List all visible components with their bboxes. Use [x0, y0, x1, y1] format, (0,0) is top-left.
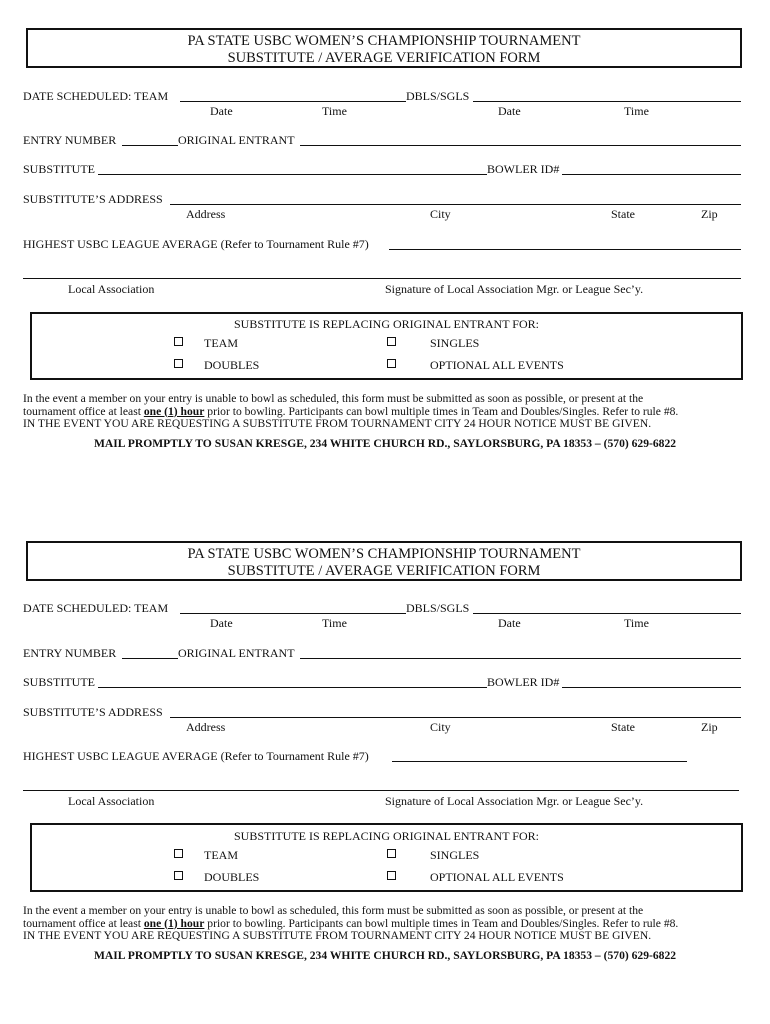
- instructions-paragraph: [23, 393, 753, 431]
- all-events-option-label: OPTIONAL ALL EVENTS: [430, 870, 564, 884]
- all-events-option-label: OPTIONAL ALL EVENTS: [430, 358, 564, 372]
- original-entrant-label: ORIGINAL ENTRANT: [178, 133, 295, 147]
- substitute-address-label: SUBSTITUTE’S ADDRESS: [23, 192, 163, 206]
- substitute-address-field[interactable]: [170, 717, 741, 718]
- substitute-address-field[interactable]: [170, 204, 741, 205]
- dbls-sgls-label: DBLS/SGLS: [406, 601, 470, 615]
- local-association-sublabel: Local Association: [68, 794, 155, 808]
- city-sublabel: City: [430, 720, 451, 734]
- form-title: PA STATE USBC WOMEN’S CHAMPIONSHIP TOURNAMENT: [187, 33, 581, 49]
- team-date-sublabel: Date: [210, 616, 233, 630]
- city-sublabel: City: [430, 207, 451, 221]
- local-association-signature-field[interactable]: [23, 278, 741, 279]
- state-sublabel: State: [611, 207, 635, 221]
- instructions-line-3: IN THE EVENT YOU ARE REQUESTING A SUBSTITUTE FROM TOURNAMENT CITY 24 HOUR NOTICE MUST BE GIVEN.: [23, 417, 652, 430]
- entry-number-field[interactable]: [122, 658, 178, 659]
- bowler-id-label: BOWLER ID#: [487, 675, 560, 689]
- form-title: PA STATE USBC WOMEN’S CHAMPIONSHIP TOURNAMENT: [187, 546, 581, 562]
- one-hour-emphasis: one (1) hour: [143, 404, 205, 418]
- dbls-date-sublabel: Date: [498, 616, 521, 630]
- singles-option-label: SINGLES: [430, 848, 480, 862]
- entry-number-field[interactable]: [122, 145, 178, 146]
- mail-address-line: MAIL PROMPTLY TO SUSAN KRESGE, 234 WHITE CHURCH RD., SAYLORSBURG, PA 18353 – (570) 629-6822: [93, 437, 677, 450]
- instructions-line-1: In the event a member on your entry is unable to bowl as scheduled, this form must be submitted as soon as possible, or present at the: [23, 392, 644, 405]
- replacing-header: SUBSTITUTE IS REPLACING ORIGINAL ENTRANT FOR:: [233, 829, 539, 843]
- form-subtitle: SUBSTITUTE / AVERAGE VERIFICATION FORM: [227, 563, 541, 579]
- entry-number-label: ENTRY NUMBER: [23, 133, 117, 147]
- state-sublabel: State: [611, 720, 635, 734]
- local-association-sublabel: Local Association: [68, 282, 155, 296]
- dbls-sgls-label: DBLS/SGLS: [406, 89, 470, 103]
- verification-form-2: [0, 512, 770, 1024]
- bowler-id-field[interactable]: [562, 687, 741, 688]
- zip-sublabel: Zip: [701, 720, 718, 734]
- substitute-field[interactable]: [98, 687, 487, 688]
- substitute-address-label: SUBSTITUTE’S ADDRESS: [23, 705, 163, 719]
- signature-sublabel: Signature of Local Association Mgr. or League Sec’y.: [385, 794, 644, 808]
- original-entrant-label: ORIGINAL ENTRANT: [178, 646, 295, 660]
- replacing-header: SUBSTITUTE IS REPLACING ORIGINAL ENTRANT FOR:: [233, 317, 539, 331]
- doubles-option-label: DOUBLES: [204, 870, 260, 884]
- dbls-sgls-date-time-field[interactable]: [473, 613, 741, 614]
- instructions-line-3: IN THE EVENT YOU ARE REQUESTING A SUBSTITUTE FROM TOURNAMENT CITY 24 HOUR NOTICE MUST BE GIVEN.: [23, 929, 652, 942]
- substitute-label: SUBSTITUTE: [23, 675, 95, 689]
- team-time-sublabel: Time: [322, 616, 347, 630]
- dbls-date-sublabel: Date: [498, 104, 521, 118]
- mail-address-line: MAIL PROMPTLY TO SUSAN KRESGE, 234 WHITE CHURCH RD., SAYLORSBURG, PA 18353 – (570) 629-6822: [93, 949, 677, 962]
- date-scheduled-team-label: DATE SCHEDULED: TEAM: [23, 89, 169, 103]
- singles-checkbox[interactable]: [387, 849, 396, 858]
- instructions-line-2: tournament office at least one (1) hour prior to bowling. Participants can bowl multiple times in Team and Doubles/Singles. Refer to rule #8.: [23, 404, 679, 418]
- bowler-id-field[interactable]: [562, 174, 741, 175]
- dbls-sgls-date-time-field[interactable]: [473, 101, 741, 102]
- one-hour-emphasis: one (1) hour: [143, 916, 205, 930]
- date-scheduled-team-label: DATE SCHEDULED: TEAM: [23, 601, 169, 615]
- address-sublabel: Address: [186, 207, 226, 221]
- doubles-checkbox[interactable]: [174, 359, 183, 368]
- form-title-box: [26, 28, 742, 68]
- form-subtitle: SUBSTITUTE / AVERAGE VERIFICATION FORM: [227, 50, 541, 66]
- all-events-checkbox[interactable]: [387, 359, 396, 368]
- team-option-label: TEAM: [204, 336, 238, 350]
- singles-checkbox[interactable]: [387, 337, 396, 346]
- address-sublabel: Address: [186, 720, 226, 734]
- original-entrant-field[interactable]: [300, 658, 741, 659]
- team-date-time-field[interactable]: [180, 101, 406, 102]
- team-time-sublabel: Time: [322, 104, 347, 118]
- doubles-option-label: DOUBLES: [204, 358, 260, 372]
- dbls-time-sublabel: Time: [624, 104, 649, 118]
- singles-option-label: SINGLES: [430, 336, 480, 350]
- replacing-entrant-box: [30, 312, 743, 380]
- highest-average-label: HIGHEST USBC LEAGUE AVERAGE (Refer to Tournament Rule #7): [23, 237, 369, 251]
- dbls-time-sublabel: Time: [624, 616, 649, 630]
- entry-number-label: ENTRY NUMBER: [23, 646, 117, 660]
- instructions-line-1: In the event a member on your entry is unable to bowl as scheduled, this form must be submitted as soon as possible, or present at the: [23, 904, 644, 917]
- bowler-id-label: BOWLER ID#: [487, 162, 560, 176]
- highest-average-field[interactable]: [389, 249, 741, 250]
- doubles-checkbox[interactable]: [174, 871, 183, 880]
- substitute-field[interactable]: [98, 174, 487, 175]
- team-checkbox[interactable]: [174, 849, 183, 858]
- substitute-label: SUBSTITUTE: [23, 162, 95, 176]
- zip-sublabel: Zip: [701, 207, 718, 221]
- all-events-checkbox[interactable]: [387, 871, 396, 880]
- team-date-time-field[interactable]: [180, 613, 406, 614]
- highest-average-field[interactable]: [392, 761, 687, 762]
- team-option-label: TEAM: [204, 848, 238, 862]
- highest-average-label: HIGHEST USBC LEAGUE AVERAGE (Refer to Tournament Rule #7): [23, 749, 369, 763]
- team-date-sublabel: Date: [210, 104, 233, 118]
- instructions-paragraph: [23, 905, 753, 943]
- replacing-entrant-box: [30, 823, 743, 892]
- local-association-signature-field[interactable]: [23, 790, 739, 791]
- team-checkbox[interactable]: [174, 337, 183, 346]
- signature-sublabel: Signature of Local Association Mgr. or League Sec’y.: [385, 282, 644, 296]
- original-entrant-field[interactable]: [300, 145, 741, 146]
- instructions-line-2: tournament office at least one (1) hour prior to bowling. Participants can bowl multiple times in Team and Doubles/Singles. Refer to rule #8.: [23, 916, 679, 930]
- form-title-box: [26, 541, 742, 581]
